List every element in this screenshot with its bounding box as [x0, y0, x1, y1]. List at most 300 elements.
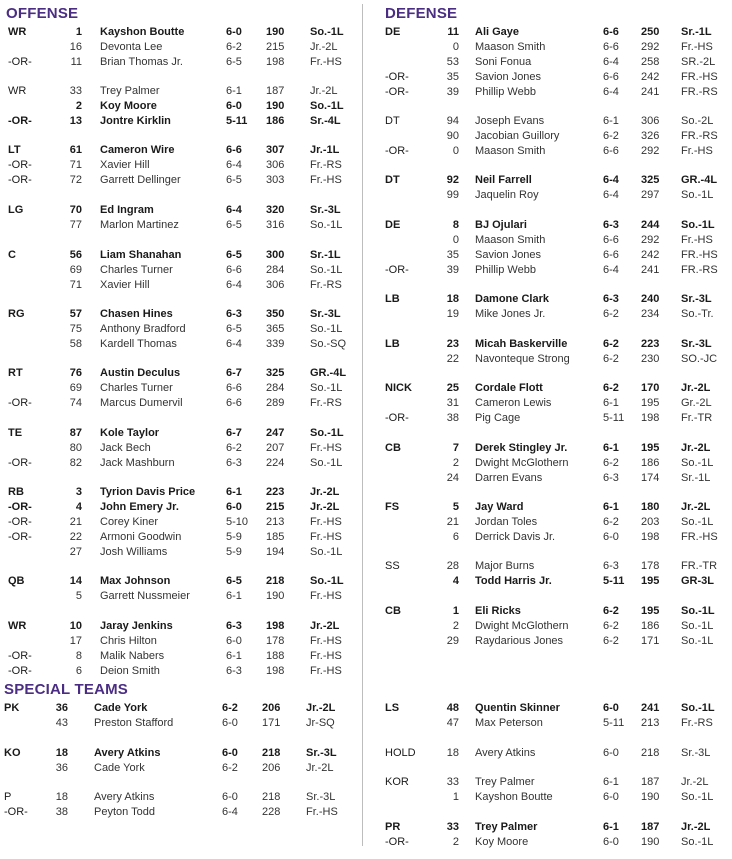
- player-height: 6-3: [603, 219, 619, 231]
- player-height: 6-4: [226, 204, 242, 216]
- player-height: 6-6: [226, 382, 242, 394]
- jersey-number: 31: [446, 397, 459, 409]
- player-name: Trey Palmer: [100, 85, 160, 97]
- position-group: [0, 143, 360, 188]
- player-name: Jontre Kirklin: [100, 115, 171, 127]
- position-group: [0, 701, 360, 731]
- player-weight: 198: [266, 665, 285, 677]
- player-weight: 195: [641, 397, 660, 409]
- player-height: 6-7: [226, 367, 242, 379]
- jersey-number: 23: [446, 338, 459, 350]
- player-name: Josh Williams: [100, 546, 168, 558]
- player-class: SR.-2L: [681, 56, 716, 68]
- player-weight: 325: [266, 367, 285, 379]
- position-group: [0, 746, 360, 776]
- player-height: 6-6: [603, 145, 619, 157]
- player-row: [0, 805, 360, 820]
- player-height: 6-0: [222, 717, 238, 729]
- player-weight: 190: [266, 590, 285, 602]
- player-weight: 326: [641, 130, 660, 142]
- player-height: 6-4: [226, 338, 242, 350]
- player-height: 6-2: [222, 762, 238, 774]
- player-row: [0, 25, 360, 40]
- player-height: 6-2: [603, 353, 619, 365]
- player-name: Brian Thomas Jr.: [100, 56, 183, 68]
- position-label: DT: [385, 174, 400, 186]
- player-row: [375, 248, 732, 263]
- player-row: [0, 40, 360, 55]
- player-height: 6-0: [226, 501, 242, 513]
- player-height: 6-1: [603, 397, 619, 409]
- player-weight: 292: [641, 145, 660, 157]
- position-group: [0, 307, 360, 352]
- position-label: -OR-: [385, 86, 409, 98]
- player-weight: 303: [266, 174, 285, 186]
- jersey-number: 4: [75, 501, 82, 513]
- jersey-number: 13: [69, 115, 82, 127]
- player-height: 6-0: [603, 791, 619, 803]
- player-weight: 215: [266, 501, 285, 513]
- player-weight: 218: [262, 747, 281, 759]
- player-class: So.-1L: [310, 100, 344, 112]
- player-name: Kole Taylor: [100, 427, 160, 439]
- player-height: 6-2: [603, 457, 619, 469]
- jersey-number: 7: [452, 442, 459, 454]
- player-height: 6-2: [603, 130, 619, 142]
- player-name: Joseph Evans: [475, 115, 545, 127]
- player-name: Kayshon Boutte: [100, 26, 185, 38]
- player-class: So.-1L: [310, 26, 344, 38]
- player-class: Jr.-2L: [310, 486, 340, 498]
- jersey-number: 92: [446, 174, 459, 186]
- player-name: Armoni Goodwin: [100, 531, 182, 543]
- position-group: [375, 559, 732, 589]
- position-label: NICK: [385, 382, 412, 394]
- player-height: 6-1: [226, 590, 242, 602]
- player-weight: 339: [266, 338, 285, 350]
- player-weight: 213: [266, 516, 285, 528]
- player-name: Devonta Lee: [100, 41, 163, 53]
- player-row: [0, 173, 360, 188]
- player-name: Kayshon Boutte: [475, 791, 553, 803]
- player-name: Neil Farrell: [475, 174, 532, 186]
- player-name: Marcus Dumervil: [100, 397, 183, 409]
- position-group: [375, 25, 732, 100]
- player-name: Raydarious Jones: [475, 635, 564, 647]
- player-name: Ed Ingram: [100, 204, 154, 216]
- player-class: Fr.-HS: [310, 635, 342, 647]
- player-name: Derrick Davis Jr.: [475, 531, 556, 543]
- player-weight: 186: [641, 620, 660, 632]
- player-row: [375, 173, 732, 188]
- position-label: -OR-: [8, 665, 32, 677]
- player-name: Maason Smith: [475, 41, 546, 53]
- player-weight: 300: [266, 249, 285, 261]
- player-row: [0, 441, 360, 456]
- jersey-number: 99: [446, 189, 459, 201]
- player-row: [375, 619, 732, 634]
- position-label: QB: [8, 575, 25, 587]
- position-group: [0, 366, 360, 411]
- player-class: Jr.-2L: [681, 776, 709, 788]
- jersey-number: 0: [452, 234, 459, 246]
- player-height: 6-4: [603, 174, 619, 186]
- player-height: 6-6: [603, 26, 619, 38]
- player-row: [375, 40, 732, 55]
- position-group: [375, 381, 732, 426]
- jersey-number: 1: [75, 26, 82, 38]
- position-group: [375, 173, 732, 203]
- player-name: Tyrion Davis Price: [100, 486, 196, 498]
- position-label: LS: [385, 702, 400, 714]
- position-group: [375, 500, 732, 545]
- player-class: Sr.-1L: [681, 472, 711, 484]
- jersey-number: 25: [446, 382, 459, 394]
- position-label: C: [8, 249, 16, 261]
- player-row: [375, 471, 732, 486]
- player-weight: 186: [266, 115, 285, 127]
- player-weight: 198: [266, 620, 285, 632]
- player-height: 6-3: [226, 457, 242, 469]
- player-weight: 320: [266, 204, 285, 216]
- player-name: Avery Atkins: [94, 791, 155, 803]
- position-label: CB: [385, 442, 401, 454]
- player-height: 6-1: [603, 501, 619, 513]
- player-class: So.-1L: [681, 620, 714, 632]
- player-row: [375, 775, 732, 790]
- player-class: So.-1L: [310, 323, 343, 335]
- position-group: [0, 203, 360, 233]
- jersey-number: 76: [69, 367, 82, 379]
- player-class: FR.-RS: [681, 130, 718, 142]
- player-class: Sr.-3L: [306, 791, 336, 803]
- player-row: [375, 634, 732, 649]
- player-name: Chris Hilton: [100, 635, 157, 647]
- player-row: [375, 218, 732, 233]
- player-weight: 284: [266, 382, 285, 394]
- jersey-number: 43: [55, 717, 68, 729]
- position-label: -OR-: [385, 145, 409, 157]
- player-height: 6-0: [603, 531, 619, 543]
- player-weight: 198: [641, 531, 660, 543]
- player-height: 6-4: [603, 189, 619, 201]
- player-class: FR.-HS: [681, 531, 718, 543]
- position-label: -OR-: [8, 531, 32, 543]
- position-label: WR: [8, 85, 27, 97]
- player-name: Corey Kiner: [100, 516, 159, 528]
- position-group: [0, 426, 360, 471]
- player-height: 6-0: [226, 100, 242, 112]
- player-weight: 187: [641, 821, 660, 833]
- player-weight: 244: [641, 219, 660, 231]
- player-row: [0, 99, 360, 114]
- player-height: 6-6: [226, 264, 242, 276]
- player-height: 6-4: [603, 86, 619, 98]
- player-weight: 284: [266, 264, 285, 276]
- position-group: [375, 604, 732, 649]
- player-weight: 170: [641, 382, 660, 394]
- player-name: Charles Turner: [100, 382, 173, 394]
- player-class: So.-1L: [681, 791, 714, 803]
- player-row: [375, 559, 732, 574]
- player-weight: 234: [641, 308, 660, 320]
- player-class: Sr.-1L: [681, 26, 712, 38]
- player-weight: 306: [266, 279, 285, 291]
- player-name: Anthony Bradford: [100, 323, 186, 335]
- player-row: [0, 634, 360, 649]
- position-group: [375, 820, 732, 850]
- player-height: 6-2: [603, 605, 619, 617]
- jersey-number: 35: [446, 71, 459, 83]
- player-row: [0, 664, 360, 679]
- jersey-number: 72: [69, 174, 82, 186]
- jersey-number: 0: [452, 41, 459, 53]
- player-weight: 174: [641, 472, 660, 484]
- position-group: [375, 441, 732, 486]
- player-height: 6-0: [226, 635, 242, 647]
- position-group: [375, 746, 732, 761]
- jersey-number: 2: [75, 100, 82, 112]
- player-class: Jr.-1L: [310, 144, 340, 156]
- player-class: FR.-HS: [681, 249, 718, 261]
- player-class: Jr-SQ: [306, 717, 335, 729]
- player-height: 6-3: [603, 472, 619, 484]
- player-class: So.-1L: [310, 427, 344, 439]
- player-weight: 178: [641, 560, 660, 572]
- jersey-number: 18: [446, 293, 459, 305]
- player-name: Micah Baskerville: [475, 338, 568, 350]
- player-row: [0, 263, 360, 278]
- position-group: [375, 337, 732, 367]
- player-class: Fr.-HS: [310, 665, 342, 677]
- jersey-number: 28: [446, 560, 459, 572]
- player-row: [0, 746, 360, 761]
- player-weight: 187: [641, 776, 660, 788]
- jersey-number: 17: [69, 635, 82, 647]
- position-label: CB: [385, 605, 401, 617]
- jersey-number: 74: [69, 397, 82, 409]
- jersey-number: 27: [69, 546, 82, 558]
- player-class: Jr.-2L: [310, 620, 340, 632]
- player-name: Major Burns: [475, 560, 535, 572]
- jersey-number: 33: [446, 821, 459, 833]
- player-weight: 306: [641, 115, 660, 127]
- jersey-number: 14: [69, 575, 82, 587]
- player-name: Dwight McGlothern: [475, 457, 569, 469]
- player-row: [0, 485, 360, 500]
- player-name: Mike Jones Jr.: [475, 308, 546, 320]
- player-class: So.-1L: [310, 575, 344, 587]
- player-height: 5-11: [603, 717, 625, 729]
- position-group: [0, 574, 360, 604]
- player-height: 6-6: [226, 144, 242, 156]
- player-name: Cade York: [94, 702, 148, 714]
- jersey-number: 22: [446, 353, 459, 365]
- position-label: DE: [385, 26, 401, 38]
- player-row: [0, 203, 360, 218]
- defense-title: DEFENSE: [385, 5, 458, 22]
- player-name: BJ Ojulari: [475, 219, 527, 231]
- player-name: Maason Smith: [475, 145, 546, 157]
- player-height: 6-3: [226, 665, 242, 677]
- position-label: LG: [8, 204, 24, 216]
- jersey-number: 19: [446, 308, 459, 320]
- player-weight: 218: [262, 791, 281, 803]
- position-label: -OR-: [8, 159, 32, 171]
- player-weight: 215: [266, 41, 285, 53]
- player-class: So.-2L: [681, 115, 714, 127]
- position-group: [375, 292, 732, 322]
- position-label: -OR-: [8, 397, 32, 409]
- jersey-number: 8: [452, 219, 459, 231]
- position-label: -OR-: [8, 457, 32, 469]
- player-class: Sr.-3L: [310, 204, 341, 216]
- player-class: So.-Tr.: [681, 308, 714, 320]
- jersey-number: 90: [446, 130, 459, 142]
- jersey-number: 29: [446, 635, 459, 647]
- player-row: [0, 337, 360, 352]
- jersey-number: 21: [446, 516, 459, 528]
- player-height: 6-0: [603, 836, 619, 848]
- player-height: 6-5: [226, 249, 242, 261]
- player-class: Sr.-3L: [681, 338, 712, 350]
- player-name: Liam Shanahan: [100, 249, 182, 261]
- position-label: -OR-: [385, 71, 409, 83]
- player-class: So.-SQ: [310, 338, 347, 350]
- jersey-number: 2: [452, 836, 459, 848]
- player-height: 6-0: [603, 702, 619, 714]
- player-name: Phillip Webb: [475, 264, 536, 276]
- player-height: 6-2: [222, 702, 238, 714]
- jersey-number: 11: [70, 56, 82, 68]
- position-label: -OR-: [8, 516, 32, 528]
- player-name: Damone Clark: [475, 293, 549, 305]
- player-name: John Emery Jr.: [100, 501, 179, 513]
- position-label: LB: [385, 338, 400, 350]
- player-name: Xavier Hill: [100, 279, 150, 291]
- jersey-number: 56: [69, 249, 82, 261]
- player-weight: 188: [266, 650, 285, 662]
- player-row: [375, 604, 732, 619]
- player-class: Gr.-2L: [681, 397, 712, 409]
- player-weight: 171: [262, 717, 281, 729]
- player-row: [375, 701, 732, 716]
- player-height: 6-1: [226, 650, 242, 662]
- player-name: Jack Bech: [100, 442, 151, 454]
- player-height: 6-3: [226, 308, 242, 320]
- player-class: Jr.-2L: [681, 821, 711, 833]
- jersey-number: 53: [446, 56, 459, 68]
- player-row: [375, 530, 732, 545]
- position-label: -OR-: [8, 650, 32, 662]
- position-label: HOLD: [385, 747, 416, 759]
- player-class: Jr.-2L: [310, 501, 340, 513]
- jersey-number: 80: [69, 442, 82, 454]
- player-name: Preston Stafford: [94, 717, 174, 729]
- player-height: 6-1: [603, 821, 619, 833]
- jersey-number: 5: [452, 501, 459, 513]
- player-height: 6-6: [603, 71, 619, 83]
- player-weight: 297: [641, 189, 660, 201]
- position-label: -OR-: [4, 806, 28, 818]
- player-class: Sr.-1L: [310, 249, 341, 261]
- player-name: Jay Ward: [475, 501, 524, 513]
- player-row: [0, 456, 360, 471]
- player-weight: 307: [266, 144, 285, 156]
- player-row: [375, 55, 732, 70]
- player-name: Ali Gaye: [475, 26, 520, 38]
- player-height: 6-1: [603, 115, 619, 127]
- player-height: 6-2: [226, 41, 242, 53]
- jersey-number: 38: [446, 412, 459, 424]
- player-weight: 325: [641, 174, 660, 186]
- player-class: Fr.-RS: [681, 717, 713, 729]
- player-weight: 228: [262, 806, 281, 818]
- player-weight: 306: [266, 159, 285, 171]
- player-row: [0, 248, 360, 263]
- player-name: Quentin Skinner: [475, 702, 560, 714]
- jersey-number: 47: [446, 717, 459, 729]
- player-weight: 213: [641, 717, 660, 729]
- jersey-number: 35: [446, 249, 459, 261]
- player-class: Sr.-3L: [306, 747, 337, 759]
- player-row: [375, 411, 732, 426]
- position-label: -OR-: [385, 836, 409, 848]
- player-name: Navonteque Strong: [475, 353, 570, 365]
- player-height: 6-4: [226, 159, 242, 171]
- jersey-number: 39: [446, 264, 459, 276]
- player-row: [0, 426, 360, 441]
- player-height: 6-3: [603, 293, 619, 305]
- player-height: 6-6: [226, 397, 242, 409]
- player-name: Malik Nabers: [100, 650, 165, 662]
- position-group: [0, 25, 360, 70]
- player-row: [375, 352, 732, 367]
- player-class: So.-1L: [681, 457, 714, 469]
- player-weight: 203: [641, 516, 660, 528]
- player-height: 6-0: [603, 747, 619, 759]
- player-class: So.-1L: [310, 219, 343, 231]
- player-name: Marlon Martinez: [100, 219, 179, 231]
- player-row: [0, 158, 360, 173]
- player-weight: 316: [266, 219, 285, 231]
- offense-title: OFFENSE: [6, 5, 79, 22]
- player-weight: 198: [266, 56, 285, 68]
- jersey-number: 1: [452, 791, 459, 803]
- player-name: Pig Cage: [475, 412, 521, 424]
- player-class: Fr.-HS: [681, 145, 713, 157]
- player-weight: 247: [266, 427, 285, 439]
- position-group: [0, 619, 360, 679]
- player-row: [375, 716, 732, 731]
- player-row: [0, 396, 360, 411]
- jersey-number: 69: [69, 382, 82, 394]
- player-weight: 190: [641, 836, 660, 848]
- position-label: RG: [8, 308, 25, 320]
- player-name: Darren Evans: [475, 472, 543, 484]
- player-row: [0, 84, 360, 99]
- player-row: [375, 456, 732, 471]
- player-class: Fr.-TR: [681, 412, 713, 424]
- player-height: 6-1: [226, 85, 242, 97]
- player-class: Sr.-3L: [310, 308, 341, 320]
- position-label: KOR: [385, 776, 409, 788]
- player-name: Deion Smith: [100, 665, 160, 677]
- jersey-number: 8: [75, 650, 82, 662]
- player-height: 6-1: [226, 486, 242, 498]
- jersey-number: 75: [69, 323, 82, 335]
- player-class: FR.-HS: [681, 71, 718, 83]
